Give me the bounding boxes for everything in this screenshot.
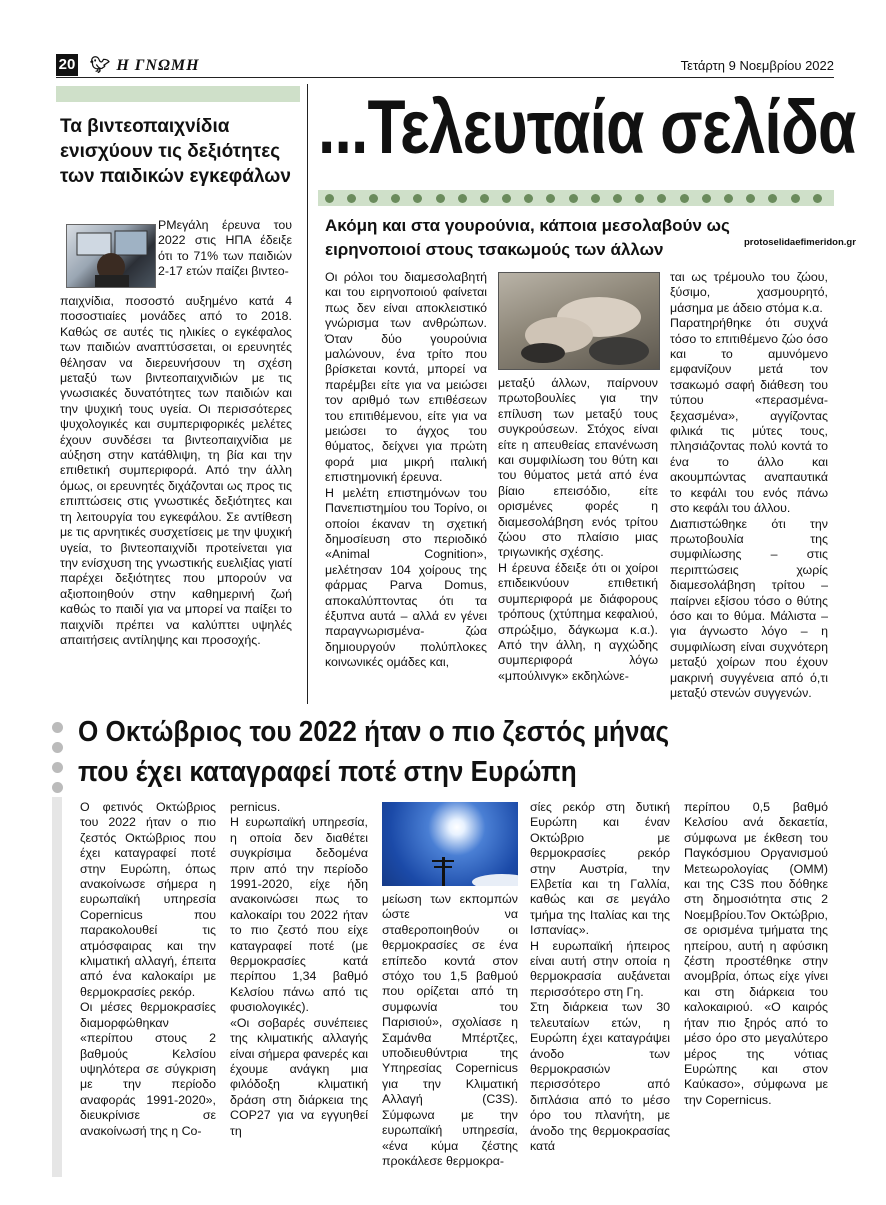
- side-dots: [52, 722, 64, 802]
- column-divider: [307, 84, 308, 704]
- article2-col2: [498, 376, 658, 684]
- article3-col4: [530, 800, 670, 1154]
- article1-photo: [66, 224, 156, 288]
- paragraph: pernicus.: [230, 800, 281, 814]
- article2-title: Ακόμη και στα γουρούνια, κάποια μεσολαβούν ως ειρηνοποιοί στους τσακωμούς των άλλων: [325, 216, 730, 259]
- paragraph: Παρατηρήθηκε ότι συχνά τόσο το επιτιθέμενο ζώο όσο και το αμυνόμενο εμφανίζουν μετά τον τσακωμό σαφή διάθεση του τύπου «περασμένα-ξεχασμένα», αγγίζοντας φιλικά τις μύτες τους, πλησιάζοντας πολύ κοντά το ένα το άλλο και ακουμπώντας αναπαυτικά το κεφάλι του ενός πάνω στο κεφάλι του άλλου.: [670, 316, 828, 516]
- article3-title-line2: που έχει καταγραφεί ποτέ στην Ευρώπη: [78, 756, 577, 788]
- paragraph: μεταξύ άλλων, παίρνουν πρωτοβουλίες για την επίλυση των μεταξύ τους συγκρούσεων. Στόχος είναι είτε η απευθείας επανένωση και συμφιλίωση του θύτη και του θύματος μετά από ένα βίαιο επεισόδιο, είτε ορισμένες φορές η διαμεσολάβηση ενός τρίτου ζώου στο πλαίσιο μιας τριγωνικής σχέσης.: [498, 376, 658, 560]
- paragraph: σίες ρεκόρ στη δυτική Ευρώπη και έναν Οκτώβριο με θερμοκρασίες ρεκόρ στην Αυστρία, την Ελβετία και τη Γαλλία, καθώς και σε μεγάλο τμήμα της Ιταλίας και της Ισπανίας».: [530, 800, 670, 938]
- paragraph: ται ως τρέμουλο του ζώου, ξύσιμο, χασμουρητό, μάσημα με άδειο στόμα κ.α.: [670, 270, 828, 315]
- dotted-band: [318, 190, 834, 206]
- issue-date: Τετάρτη 9 Νοεμβρίου 2022: [680, 58, 834, 73]
- article1-title: Τα βιντεοπαιχνίδια ενισχύουν τις δεξιότητες των παιδικών εγκεφάλων: [60, 116, 291, 187]
- article1-body: παιχνίδια, ποσοστό αυξημένο κατά 4 ποσοστιαίες μονάδες από το 2018. Καθώς σε αυτές τις ηλικίες ο εγκέφαλος των παιδιών αναπτύσσεται, οι ερευνητές θέλησαν να διερευνήσουν τη σχέση μεταξύ των βιντεοπαιχνιδιών με τις γνωσιακές δυνατότητες των παιδιών και την ψυχική τους υγεία. Οι περισσότερες ψυχολογικές και συμπεριφορικές μελέτες έχουν συνδέσει τα βιντεοπαιχνίδια με αύξηση στην κατάθλιψη, τη βία και την επιθετική συμπεριφορά. Από την άλλη όμως, οι ερευνητές διχάζονται ως προς τις επιπτώσεις στις γνωστικές δεξιότητες και τη λειτουργία του εγκεφάλου. Σε αντίθεση με τις αρνητικές συσχετίσεις με την ψυχική υγεία, το βιντεοπαιχνίδι προτείνεται για την ενίσχυση της γνωστικής ευελιξίας γιατί παρέχει δεξιότητες που μπορούν να αξιοποιηθούν στην καθημερινή ζωή καθώς το παιδί για να μπορεί να παίξει το παιχνίδι πρέπει να καλύπτει υψηλές απαιτήσεις αντίληψης και προσοχής.: [60, 294, 292, 647]
- paragraph: «Οι σοβαρές συνέπειες της κλιματικής αλλαγής είναι σήμερα φανερές και έχουμε ανάγκη μια φιλόδοξη κλιματική δράση στη διάρκεια της COP27 για να εγγυηθεί τη: [230, 1015, 368, 1138]
- section-title: ...Τελευταία σελίδα: [318, 85, 856, 170]
- article3-col5: περίπου 0,5 βαθμό Κελσίου ανά δεκαετία, σύμφωνα με έκθεση του Παγκόσμιου Οργανισμού Μετεωρολογίας (ΟΜΜ) και της C3S που δόθηκε στη δημοσιότητα στις 2 Νοεμβρίου.Τον Οκτώβριο, σε ορισμένα τμήματα της ηπείρου, αυτή η αφύσικη ζέστη προστέθηκε στην ανομβρία, όπως είχε γίνει και στη διάρκεια του καλοκαιριού. «Ο καιρός ήταν πιο ξηρός από το μέσο όρο στο μεγαλύτερο μέρος της νότιας Ευρώπης και στον Καύκασο», σύμφωνα με την Copernicus.: [684, 800, 828, 1107]
- left-green-bar: [56, 86, 300, 102]
- source-tag: protoselidaefimeridon.gr: [741, 236, 859, 249]
- article2-col3: [670, 270, 828, 701]
- pigs-photo: [498, 272, 660, 370]
- grey-margin-strip: [52, 797, 62, 1177]
- paragraph: Η έρευνα έδειξε ότι οι χοίροι επιδεικνύουν επιθετική συμπεριφορά με διάφορους τρόπους (χτύπημα κεφαλιού, σπρώξιμο, δάγκωμα κ.α.). Από την άλλη, η αγχώδης συμπεριφορά λόγω «μπούλινγκ» εκδηλώνε-: [498, 560, 658, 683]
- newspaper-logo: [90, 55, 200, 75]
- article1-lead: ΡΜεγάλη έρευνα του 2022 στις ΗΠΑ έδειξε ότι το 71% των παιδιών 2-17 ετών παίζει βιντεο-: [158, 218, 292, 279]
- paragraph: Οι μέσες θερμοκρασίες διαμορφώθηκαν «περίπου στους 2 βαθμούς Κελσίου υψηλότερα σε σύγκριση με την περίοδο αναφοράς 1991-2020», διευκρίνισε σε ανακοίνωσή της η Co-: [80, 1000, 216, 1138]
- article3-col2: [230, 800, 368, 1139]
- article2-col1: [325, 270, 487, 671]
- bird-icon: 🐦︎: [90, 57, 112, 74]
- paragraph: Στη διάρκεια των 30 τελευταίων ετών, η Ευρώπη έχει καταγράψει άνοδο των θερμοκρασιών περισσότερο από διπλάσια από το μέσο όρο του πλανήτη, με άνοδο της θερμοκρασίας κατά: [530, 1000, 670, 1153]
- sun-photo: [382, 802, 518, 886]
- article3-col3: μείωση των εκπομπών ώστε να σταθεροποιηθούν οι θερμοκρασίες σε ένα επίπεδο κοντά στον στόχο του 1,5 βαθμού που ορίζεται από τη συμφωνία του Παρισιού», σχολίασε η Σαμάνθα Μπέρτζες, υποδιευθύντρια της Υπηρεσίας Copernicus για την Κλιματική Αλλαγή (C3S). Σύμφωνα με την ευρωπαϊκή υπηρεσία, «ένα κύμα ζέστης προκάλεσε θερμοκρα-: [382, 892, 518, 1168]
- paragraph: Η ευρωπαϊκή υπηρεσία, η οποία δεν διαθέτει συγκρίσιμα δεδομένα πριν από την περίοδο 1991-2020, είχε ήδη ανακοινώσει πως το καλοκαίρι του 2022 ήταν το πιο ζεστό που είχε καταγραφεί ποτέ (με θερμοκρασίες κατά περίπου 1,34 βαθμό Κελσίου πάνω από τις φυσιολογικές).: [230, 815, 368, 1015]
- paragraph: Η ευρωπαϊκή ήπειρος είναι αυτή στην οποία η θερμοκρασία αυξάνεται περισσότερο στη Γη.: [530, 938, 670, 999]
- paragraph: Η μελέτη επιστημόνων του Πανεπιστημίου του Τορίνο, οι οποίοι έκαναν τη σχετική δημοσίευση στο περιοδικό «Animal Cognition», μελέτησαν 104 χοίρους της φάρμας Parva Domus, αποκαλύπτοντας ότι τα έξυπνα αυτά – αλλά εν γένει παραγνωρισμένα- ζώα δημιουργούν πολύπλοκες κοινωνικές ομάδες και,: [325, 485, 487, 670]
- article3-col1: [80, 800, 216, 1139]
- paragraph: Οι ρόλοι του διαμεσολαβητή και του ειρηνοποιού φαίνεται πως δεν είναι αποκλειστικό γνώρισμα των ανθρώπων. Όταν δύο γουρούνια μαλώνουν, ένα τρίτο που βρίσκεται κοντά, μπορεί να παρέμβει είτε για να μειώσει τον αριθμό των επιθέσεων του επιτιθέμενου, είτε για να μειώσει το άγχος του θύματος, δείχνει για πρώτη φορά μια μικρή ιταλική επιστημονική έρευνα.: [325, 270, 487, 485]
- paragraph: Ο φετινός Οκτώβριος του 2022 ήταν ο πιο ζεστός Οκτώβριος που έχει καταγραφεί ποτέ στην Ευρώπη, όπως ανακοίνωσε σήμερα η ευρωπαϊκή υπηρεσία Copernicus που παρακολουθεί τις ατμόσφαιρας και την κλιματική αλλαγή, έπειτα από ένα καλοκαίρι με θερμοκρασίες ρεκόρ.: [80, 800, 216, 999]
- page-number: 20: [56, 54, 78, 76]
- article3-title: [78, 712, 669, 792]
- article3-title-line1: Ο Οκτώβριος του 2022 ήταν ο πιο ζεστός μήνας: [78, 716, 670, 748]
- paragraph: Διαπιστώθηκε ότι την πρωτοβουλία της συμφιλίωσης – στις περιπτώσεις χωρίς διαμεσολάβηση τρίτου – παίρνει εξίσου τόσο ο θύτης όσο και το θύμα. Μάλιστα – για άγνωστο λόγο – η συμφιλίωση είναι συχνότερη μεταξύ χοίρων που έχουν μακρινή συγγένεια από ό,τι μεταξύ στενών συγγενών.: [670, 516, 828, 700]
- logo-text: Η ΓΝΩΜΗ: [116, 57, 200, 74]
- header-divider: [56, 77, 834, 78]
